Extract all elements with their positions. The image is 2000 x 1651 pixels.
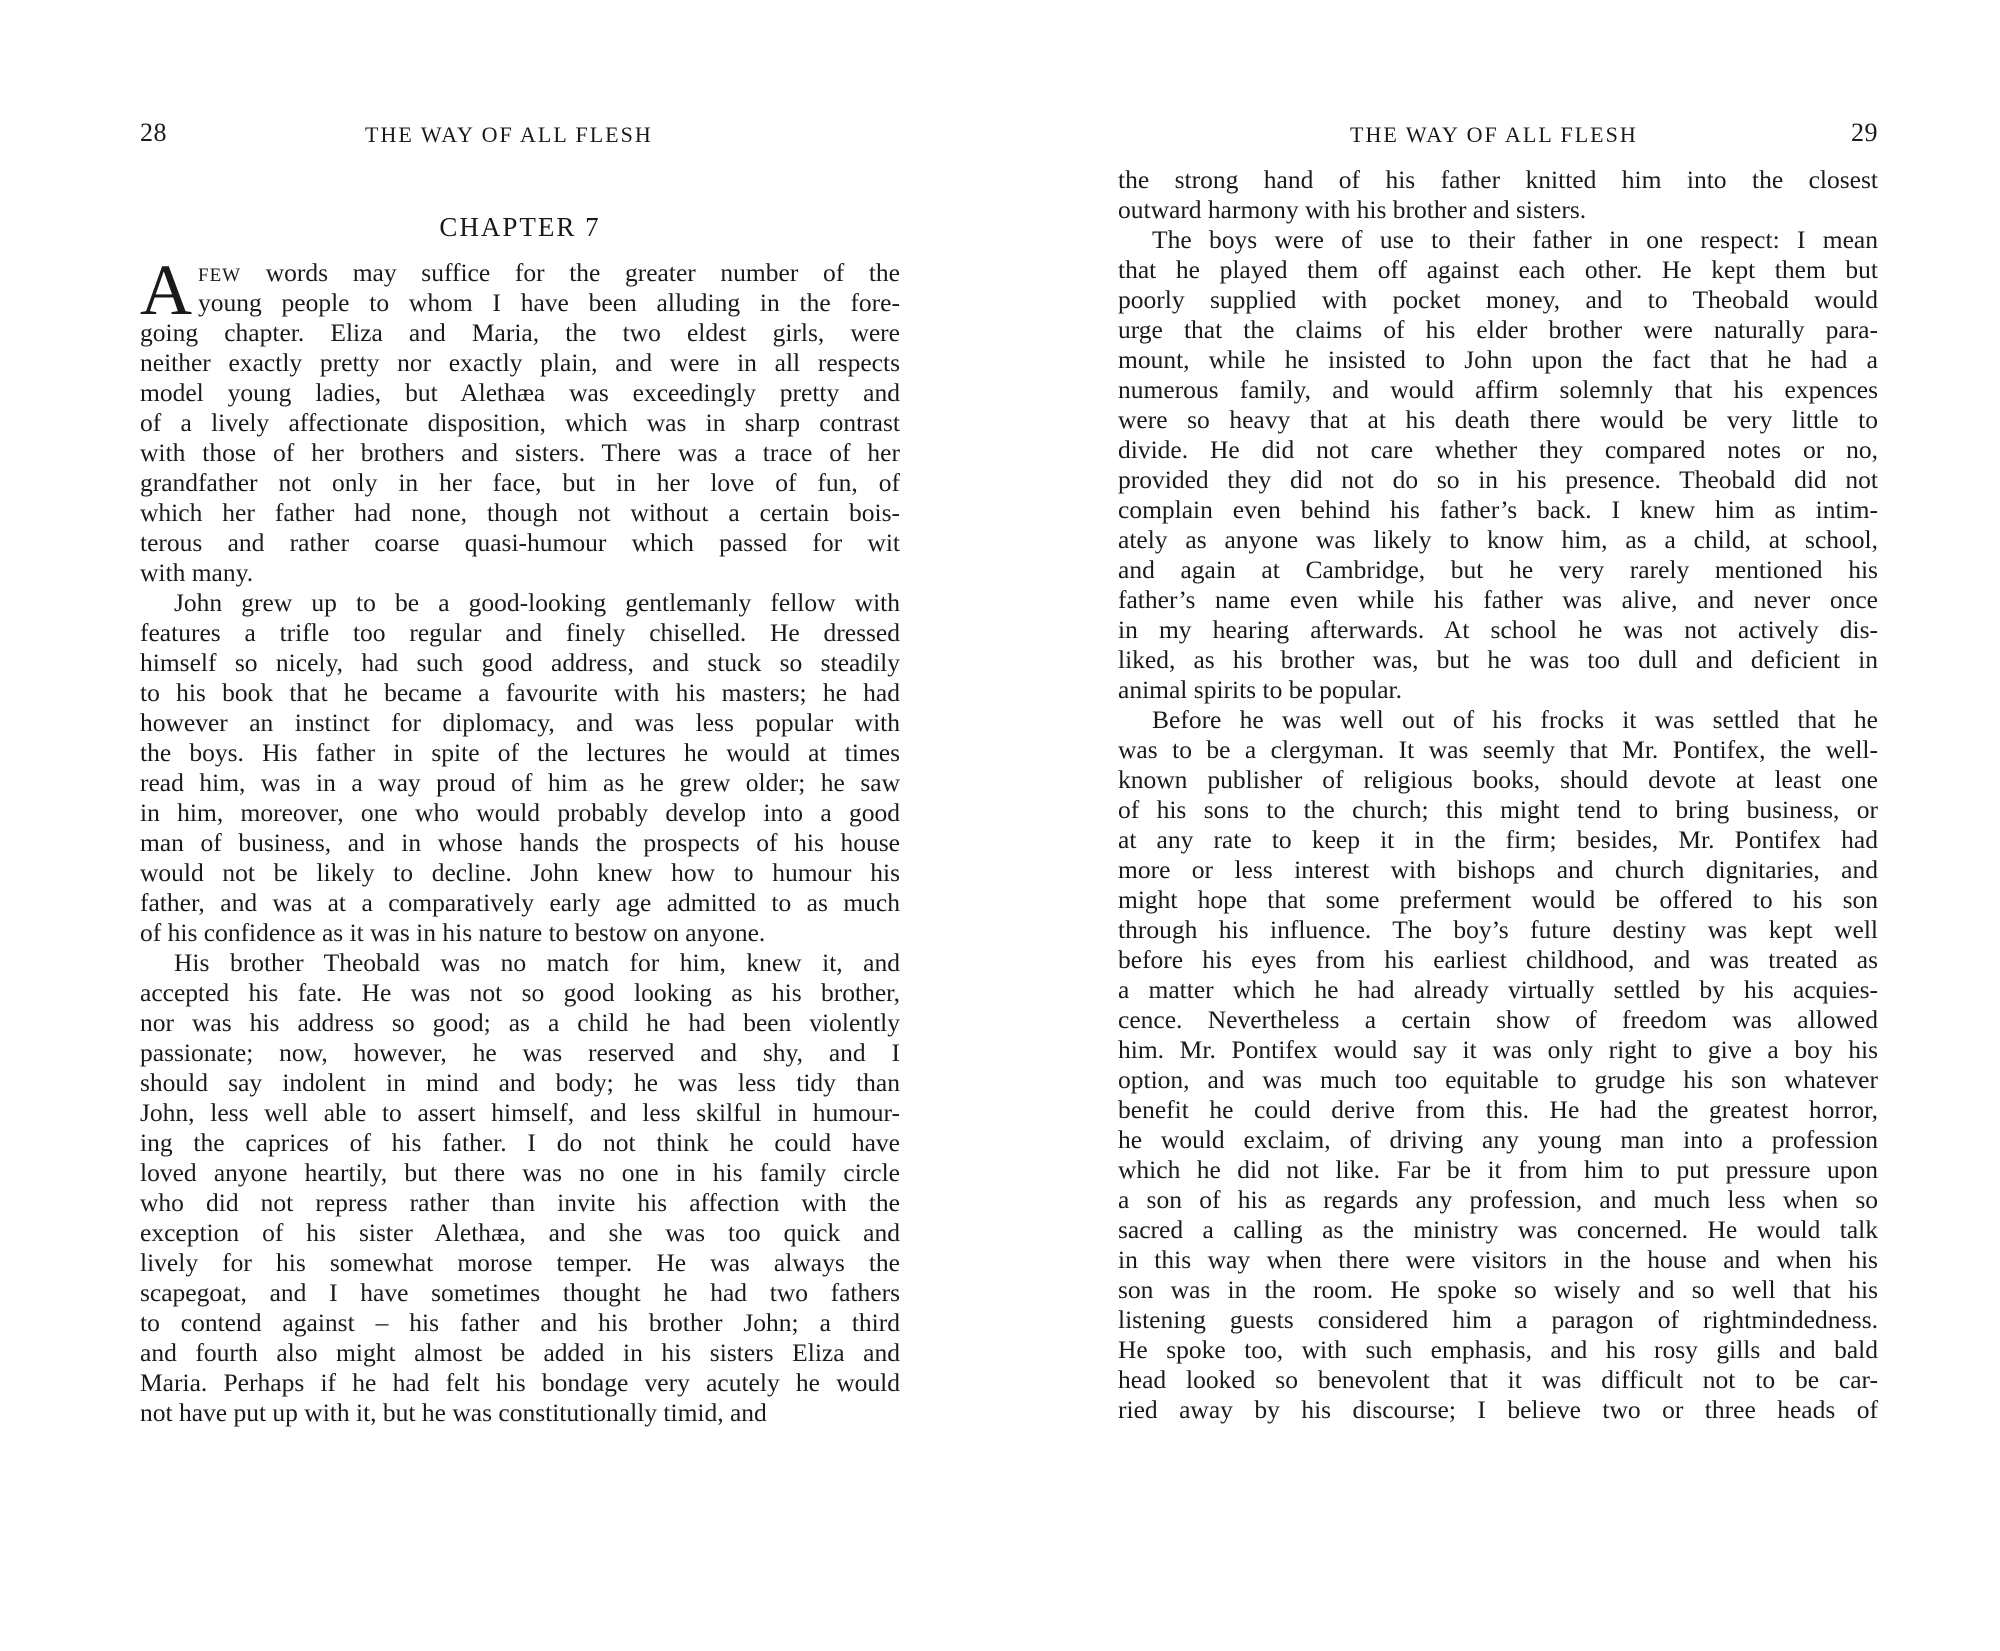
text-line: ried away by his discourse; I believe two or three heads of (1118, 1395, 1878, 1424)
right-body-text (1118, 165, 1878, 1425)
text-line: in this way when there were visitors in the house and when his (1118, 1245, 1878, 1274)
text-line: a matter which he had already virtually settled by his acquies- (1118, 975, 1878, 1004)
text-line: John grew up to be a good-looking gentlemanly fellow with (174, 588, 900, 617)
right-page (1118, 0, 1878, 1651)
text-line: He spoke too, with such emphasis, and his rosy gills and bald (1118, 1335, 1878, 1364)
running-head-left: THE WAY OF ALL FLESH (365, 122, 653, 147)
text-line: liked, as his brother was, but he was too dull and deficient in (1118, 645, 1878, 674)
text-line: ately as anyone was likely to know him, as a child, at school, (1118, 525, 1878, 554)
text-line: loved anyone heartily, but there was no one in his family circle (140, 1158, 900, 1187)
text-line: in my hearing afterwards. At school he was not actively dis- (1118, 615, 1878, 644)
text-line: him. Mr. Pontifex would say it was only right to give a boy his (1118, 1035, 1878, 1064)
text-line: complain even behind his father’s back. I knew him as intim- (1118, 495, 1878, 524)
text-line: and again at Cambridge, but he very rarely mentioned his (1118, 555, 1878, 584)
text-line: who did not repress rather than invite his affection with the (140, 1188, 900, 1217)
text-line: he would exclaim, of driving any young man into a profession (1118, 1125, 1878, 1154)
text-line: father, and was at a comparatively early age admitted to as much (140, 888, 900, 917)
text-line: the boys. His father in spite of the lectures he would at times (140, 738, 900, 767)
text-line: neither exactly pretty nor exactly plain, and were in all respects (140, 348, 900, 377)
text-line: urge that the claims of his elder brother were naturally para- (1118, 315, 1878, 344)
text-line: listening guests considered him a paragon of rightmindedness. (1118, 1305, 1878, 1334)
page-number-right: 29 (1851, 118, 1878, 147)
text-line: The boys were of use to their father in one respect: I mean (1152, 225, 1878, 254)
text-line: were so heavy that at his death there would be very little to (1118, 405, 1878, 434)
text-line: model young ladies, but Alethæa was exceedingly pretty and (140, 378, 900, 407)
text-line: himself so nicely, had such good address, and stuck so steadily (140, 648, 900, 677)
text-line: with those of her brothers and sisters. There was a trace of her (140, 438, 900, 467)
text-line: read him, was in a way proud of him as he grew older; he saw (140, 768, 900, 797)
text-line: ing the caprices of his father. I do not think he could have (140, 1128, 900, 1157)
text-line: and fourth also might almost be added in his sisters Eliza and (140, 1338, 900, 1367)
text-line: animal spirits to be popular. (1118, 675, 1402, 704)
text-line: that he played them off against each other. He kept them but (1118, 255, 1878, 284)
text-line: not have put up with it, but he was constitutionally timid, and (140, 1398, 767, 1427)
text-line: at any rate to keep it in the firm; besides, Mr. Pontifex had (1118, 825, 1878, 854)
text-line: of his confidence as it was in his nature to bestow on anyone. (140, 918, 766, 947)
text-line: known publisher of religious books, should devote at least one (1118, 765, 1878, 794)
text-line: in him, moreover, one who would probably develop into a good (140, 798, 900, 827)
text-line: nor was his address so good; as a child he had been violently (140, 1008, 900, 1037)
text-line: cence. Nevertheless a certain show of freedom was allowed (1118, 1005, 1878, 1034)
text-line: Before he was well out of his frocks it was settled that he (1152, 705, 1878, 734)
text-line: to his book that he became a favourite with his masters; he had (140, 678, 900, 707)
page-number-left: 28 (140, 118, 167, 147)
text-line: before his eyes from his earliest childhood, and was treated as (1118, 945, 1878, 974)
text-line: young people to whom I have been alluding in the fore- (198, 288, 900, 317)
text-line: should say indolent in mind and body; he was less tidy than (140, 1068, 900, 1097)
text-line: which her father had none, though not without a certain bois- (140, 498, 900, 527)
text-line: lively for his somewhat morose temper. He was always the (140, 1248, 900, 1277)
left-body-text (140, 250, 900, 1428)
text-line: going chapter. Eliza and Maria, the two eldest girls, were (140, 318, 900, 347)
text-line: a son of his as regards any profession, and much less when so (1118, 1185, 1878, 1214)
text-line: poorly supplied with pocket money, and to Theobald would (1118, 285, 1878, 314)
left-page (140, 0, 900, 1651)
text-line: might hope that some preferment would be offered to his son (1118, 885, 1878, 914)
text-line: provided they did not do so in his presence. Theobald did not (1118, 465, 1878, 494)
text-line: mount, while he insisted to John upon the fact that he had a (1118, 345, 1878, 374)
text-line: with many. (140, 558, 254, 587)
text-line: of his sons to the church; this might tend to bring business, or (1118, 795, 1878, 824)
text-line (140, 258, 900, 288)
text-line: was to be a clergyman. It was seemly that Mr. Pontifex, the well- (1118, 735, 1878, 764)
text-line: outward harmony with his brother and sisters. (1118, 195, 1587, 224)
text-line: Maria. Perhaps if he had felt his bondage very acutely he would (140, 1368, 900, 1397)
text-line: His brother Theobald was no match for him, knew it, and (174, 948, 900, 977)
text-line: head looked so benevolent that it was difficult not to be car- (1118, 1365, 1878, 1394)
text-line: option, and was much too equitable to grudge his son whatever (1118, 1065, 1878, 1094)
first-line-rest: words may suffice for the greater number of the (241, 258, 900, 287)
text-line: more or less interest with bishops and church dignitaries, and (1118, 855, 1878, 884)
text-line: son was in the room. He spoke so wisely and so well that his (1118, 1275, 1878, 1304)
text-line: which he did not like. Far be it from him to put pressure upon (1118, 1155, 1878, 1184)
text-line: grandfather not only in her face, but in her love of fun, of (140, 468, 900, 497)
chapter-title: CHAPTER 7 (439, 212, 601, 242)
text-line: to contend against – his father and his brother John; a third (140, 1308, 900, 1337)
text-line: through his influence. The boy’s future destiny was kept well (1118, 915, 1878, 944)
text-line: would not be likely to decline. John knew how to humour his (140, 858, 900, 887)
running-head-right: THE WAY OF ALL FLESH (1350, 122, 1638, 147)
text-line: benefit he could derive from this. He had the greatest horror, (1118, 1095, 1878, 1124)
text-line: accepted his fate. He was not so good looking as his brother, (140, 978, 900, 1007)
text-line: John, less well able to assert himself, and less skilful in humour- (140, 1098, 900, 1127)
text-line: divide. He did not care whether they compared notes or no, (1118, 435, 1878, 464)
text-line: father’s name even while his father was alive, and never once (1118, 585, 1878, 614)
text-line: however an instinct for diplomacy, and was less popular with (140, 708, 900, 737)
text-line: terous and rather coarse quasi-humour which passed for wit (140, 528, 900, 557)
text-line: passionate; now, however, he was reserved and shy, and I (140, 1038, 900, 1067)
small-caps-word: FEW (198, 265, 242, 286)
text-line: features a trifle too regular and finely chiselled. He dressed (140, 618, 900, 647)
text-line: scapegoat, and I have sometimes thought he had two fathers (140, 1278, 900, 1307)
text-line: exception of his sister Alethæa, and she was too quick and (140, 1218, 900, 1247)
text-line: of a lively affectionate disposition, which was in sharp contrast (140, 408, 900, 437)
text-line: numerous family, and would affirm solemnly that his expences (1118, 375, 1878, 404)
drop-cap: A (140, 250, 192, 330)
text-line: man of business, and in whose hands the prospects of his house (140, 828, 900, 857)
text-line: sacred a calling as the ministry was concerned. He would talk (1118, 1215, 1878, 1244)
text-line: the strong hand of his father knitted him into the closest (1118, 165, 1878, 194)
